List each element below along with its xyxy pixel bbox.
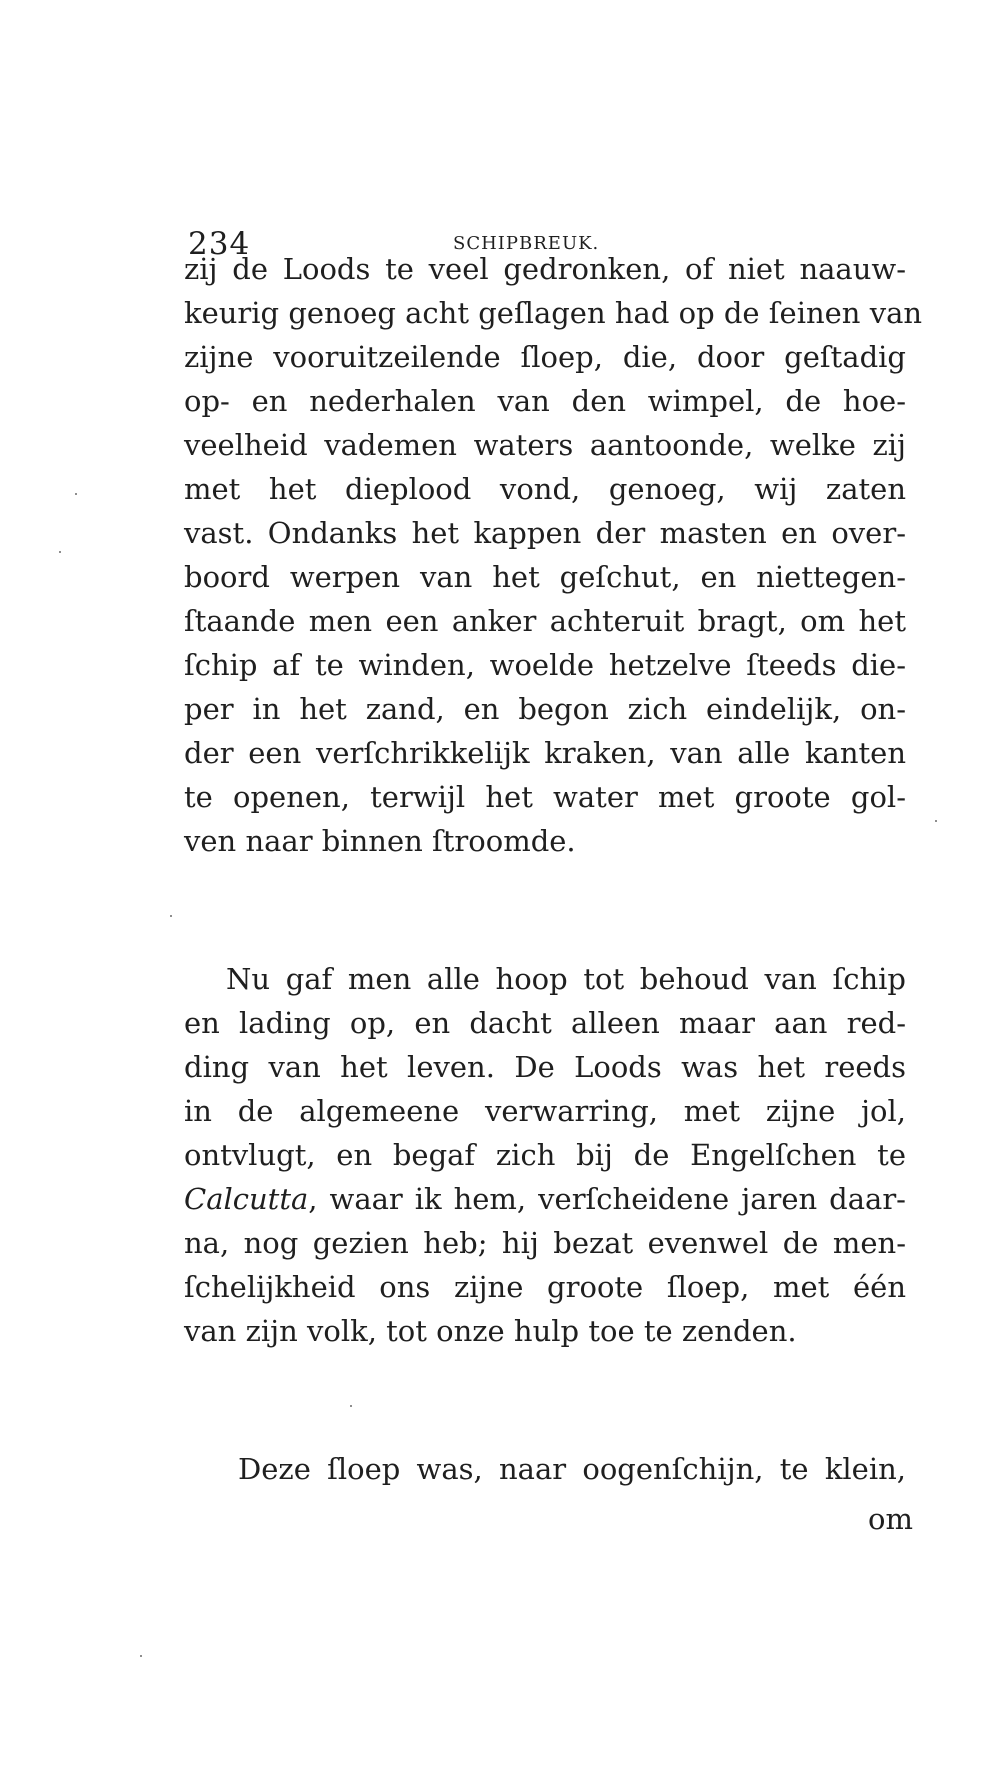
- text-line: te openen, terwijl het water met groote gol-: [184, 780, 906, 814]
- scan-speck: [350, 1405, 352, 1407]
- text-line: na, nog gezien heb; hij bezat evenwel de men-: [184, 1226, 906, 1260]
- text-line: Nu gaf men alle hoop tot behoud van ſchip: [226, 962, 906, 996]
- line-continuation: , waar ik hem, verſcheidene jaren daar-: [308, 1182, 906, 1216]
- text-line: ſchelijkheid ons zijne groote ſloep, met één: [184, 1270, 906, 1304]
- catchword: om: [868, 1502, 913, 1536]
- text-line: Deze ſloep was, naar oogenſchijn, te klein,: [238, 1452, 906, 1486]
- text-line: keurig genoeg acht geſlagen had op de ſeinen van: [184, 296, 923, 330]
- text-line: zij de Loods te veel gedronken, of niet naauw-: [184, 252, 906, 286]
- text-line: der een verſchrikkelijk kraken, van alle kanten: [184, 736, 906, 770]
- text-line: op- en nederhalen van den wimpel, de hoe-: [184, 384, 906, 418]
- scan-speck: [935, 820, 937, 822]
- scan-speck: [170, 915, 172, 917]
- text-line: ven naar binnen ſtroomde.: [184, 824, 576, 858]
- scan-speck: [140, 1655, 142, 1657]
- text-line: en lading op, en dacht alleen maar aan red-: [184, 1006, 906, 1040]
- text-line: van zijn volk, tot onze hulp toe te zenden.: [184, 1314, 797, 1348]
- page-number: 234: [188, 226, 251, 262]
- text-line: zijne vooruitzeilende ſloep, die, door geſtadig: [184, 340, 906, 374]
- text-line: in de algemeene verwarring, met zijne jol,: [184, 1094, 906, 1128]
- text-line: per in het zand, en begon zich eindelijk, on-: [184, 692, 906, 726]
- text-line: ontvlugt, en begaf zich bij de Engelſchen te: [184, 1138, 906, 1172]
- text-line-calcutta: [184, 1176, 906, 1222]
- running-head: SCHIPBREUK.: [453, 233, 600, 254]
- text-line: ding van het leven. De Loods was het reeds: [184, 1050, 906, 1084]
- text-line: ſtaande men een anker achteruit bragt, om het: [184, 604, 906, 638]
- text-line: ſchip af te winden, woelde hetzelve ſteeds die-: [184, 648, 906, 682]
- text-line: veelheid vademen waters aantoonde, welke zij: [184, 428, 906, 462]
- scan-speck: [59, 551, 61, 553]
- text-line: met het dieplood vond, genoeg, wij zaten: [184, 472, 906, 506]
- text-line: vast. Ondanks het kappen der masten en over-: [184, 516, 906, 550]
- text-line: boord werpen van het geſchut, en niettegen-: [184, 560, 906, 594]
- scan-speck: [75, 493, 77, 495]
- place-name: Calcutta: [184, 1182, 309, 1216]
